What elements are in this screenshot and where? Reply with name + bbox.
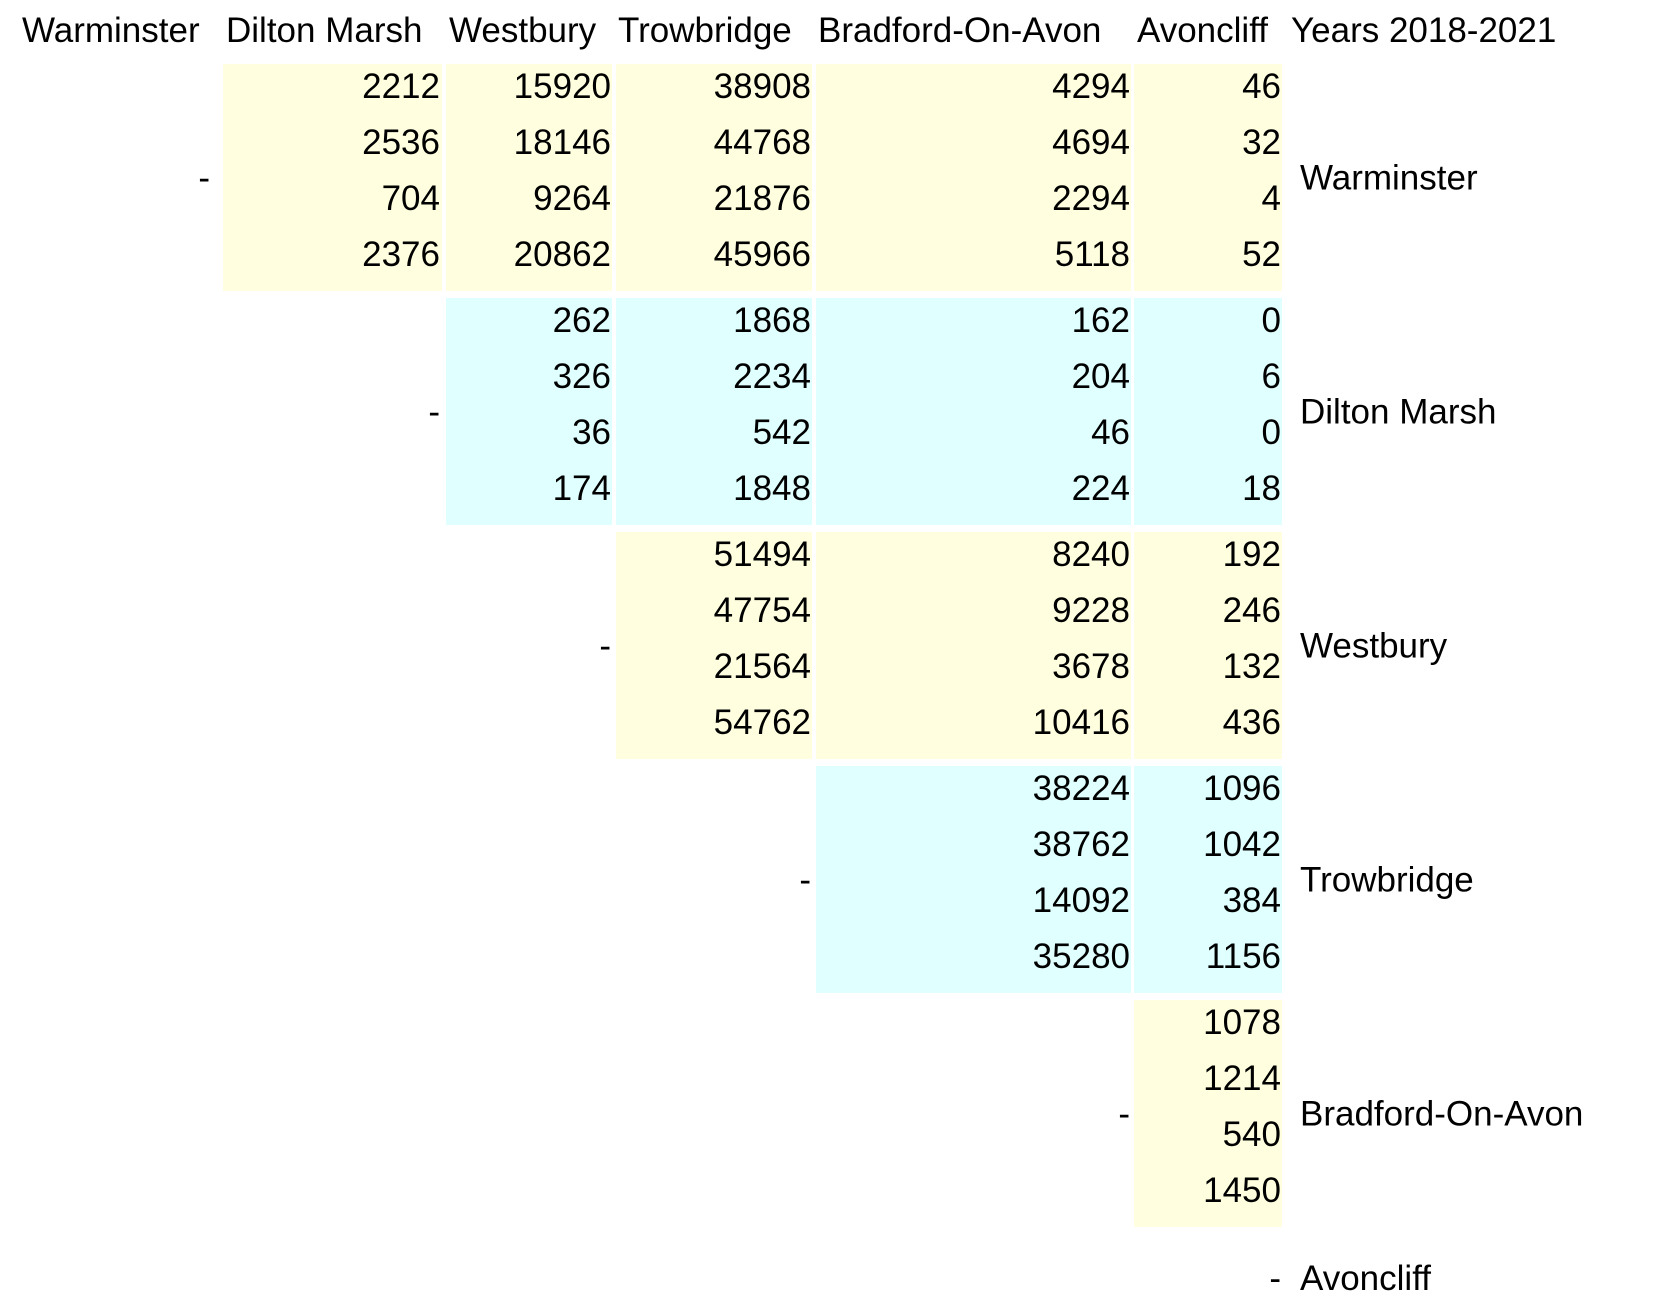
row-label-trowbridge: Trowbridge [1300,860,1474,900]
diagonal-marker-avoncliff: - [1269,1259,1281,1298]
value-westbury-avoncliff-2: 246 [1222,591,1281,630]
value-warminster-avoncliff-2: 32 [1242,123,1281,162]
value-westbury-trowbridge-4: 54762 [713,703,811,742]
chart-title: Years 2018-2021 [1291,11,1557,50]
value-dilton-marsh-bradford-on-avon-3: 46 [1091,413,1130,452]
column-header-trowbridge: Trowbridge [618,11,792,50]
diagonal-marker-trowbridge: - [799,860,811,900]
value-warminster-dilton-marsh-4: 2376 [362,235,440,274]
row-label-westbury: Westbury [1300,626,1448,666]
value-warminster-dilton-marsh-1: 2212 [362,67,440,106]
value-westbury-trowbridge-1: 51494 [713,535,811,574]
value-warminster-bradford-on-avon-3: 2294 [1052,179,1130,218]
diagonal-marker-dilton-marsh: - [428,392,440,432]
value-trowbridge-avoncliff-1: 1096 [1203,769,1281,808]
row-label-bradford-on-avon: Bradford-On-Avon [1300,1094,1584,1134]
value-trowbridge-bradford-on-avon-3: 14092 [1032,881,1130,920]
value-warminster-avoncliff-4: 52 [1242,235,1281,274]
diagonal-marker-warminster: - [198,158,210,198]
value-westbury-avoncliff-3: 132 [1222,647,1281,686]
value-warminster-bradford-on-avon-1: 4294 [1052,67,1130,106]
value-warminster-trowbridge-3: 21876 [713,179,811,218]
value-warminster-westbury-1: 15920 [513,67,611,106]
row-label-dilton-marsh: Dilton Marsh [1300,392,1497,432]
value-warminster-bradford-on-avon-4: 5118 [1054,235,1130,274]
value-warminster-dilton-marsh-3: 704 [381,179,440,218]
column-header-westbury: Westbury [449,11,597,50]
value-bradford-on-avon-avoncliff-1: 1078 [1203,1003,1281,1042]
value-warminster-avoncliff-1: 46 [1242,67,1281,106]
value-dilton-marsh-bradford-on-avon-4: 224 [1071,469,1130,508]
value-westbury-trowbridge-2: 47754 [713,591,811,630]
value-westbury-trowbridge-3: 21564 [713,647,811,686]
value-westbury-avoncliff-4: 436 [1222,703,1281,742]
value-trowbridge-avoncliff-4: 1156 [1205,937,1281,976]
value-warminster-bradford-on-avon-2: 4694 [1052,123,1130,162]
value-dilton-marsh-bradford-on-avon-2: 204 [1071,357,1130,396]
value-trowbridge-bradford-on-avon-2: 38762 [1032,825,1130,864]
value-westbury-bradford-on-avon-4: 10416 [1032,703,1130,742]
value-dilton-marsh-avoncliff-1: 0 [1261,301,1281,340]
value-dilton-marsh-trowbridge-3: 542 [752,413,811,452]
value-westbury-bradford-on-avon-3: 3678 [1052,647,1130,686]
value-dilton-marsh-avoncliff-3: 0 [1261,413,1281,452]
value-trowbridge-bradford-on-avon-4: 35280 [1032,937,1130,976]
value-warminster-trowbridge-4: 45966 [713,235,811,274]
value-westbury-bradford-on-avon-2: 9228 [1052,591,1130,630]
value-bradford-on-avon-avoncliff-3: 540 [1222,1115,1281,1154]
value-trowbridge-bradford-on-avon-1: 38224 [1032,769,1130,808]
column-header-warminster: Warminster [22,11,200,50]
value-warminster-avoncliff-3: 4 [1261,179,1281,218]
value-dilton-marsh-trowbridge-1: 1868 [733,301,811,340]
row-label-warminster: Warminster [1300,158,1478,198]
value-dilton-marsh-avoncliff-2: 6 [1261,357,1281,396]
value-trowbridge-avoncliff-2: 1042 [1203,825,1281,864]
value-dilton-marsh-westbury-2: 326 [552,357,611,396]
value-dilton-marsh-avoncliff-4: 18 [1242,469,1281,508]
value-westbury-bradford-on-avon-1: 8240 [1052,535,1130,574]
value-trowbridge-avoncliff-3: 384 [1222,881,1281,920]
value-dilton-marsh-trowbridge-2: 2234 [733,357,811,396]
value-warminster-trowbridge-1: 38908 [713,67,811,106]
column-header-dilton-marsh: Dilton Marsh [226,11,423,50]
value-dilton-marsh-westbury-1: 262 [552,301,611,340]
value-dilton-marsh-bradford-on-avon-1: 162 [1071,301,1130,340]
value-warminster-trowbridge-2: 44768 [713,123,811,162]
value-dilton-marsh-trowbridge-4: 1848 [733,469,811,508]
value-warminster-westbury-3: 9264 [533,179,611,218]
row-label-avoncliff: Avoncliff [1300,1259,1432,1298]
value-bradford-on-avon-avoncliff-2: 1214 [1203,1059,1281,1098]
value-dilton-marsh-westbury-3: 36 [572,413,611,452]
value-bradford-on-avon-avoncliff-4: 1450 [1203,1171,1281,1210]
diagonal-marker-bradford-on-avon: - [1118,1094,1130,1134]
value-warminster-westbury-2: 18146 [513,123,611,162]
value-westbury-avoncliff-1: 192 [1222,535,1281,574]
value-warminster-dilton-marsh-2: 2536 [362,123,440,162]
diagonal-marker-westbury: - [599,626,611,666]
value-warminster-westbury-4: 20862 [513,235,611,274]
column-header-bradford-on-avon: Bradford-On-Avon [818,11,1102,50]
value-dilton-marsh-westbury-4: 174 [552,469,611,508]
column-header-avoncliff: Avoncliff [1137,11,1269,50]
